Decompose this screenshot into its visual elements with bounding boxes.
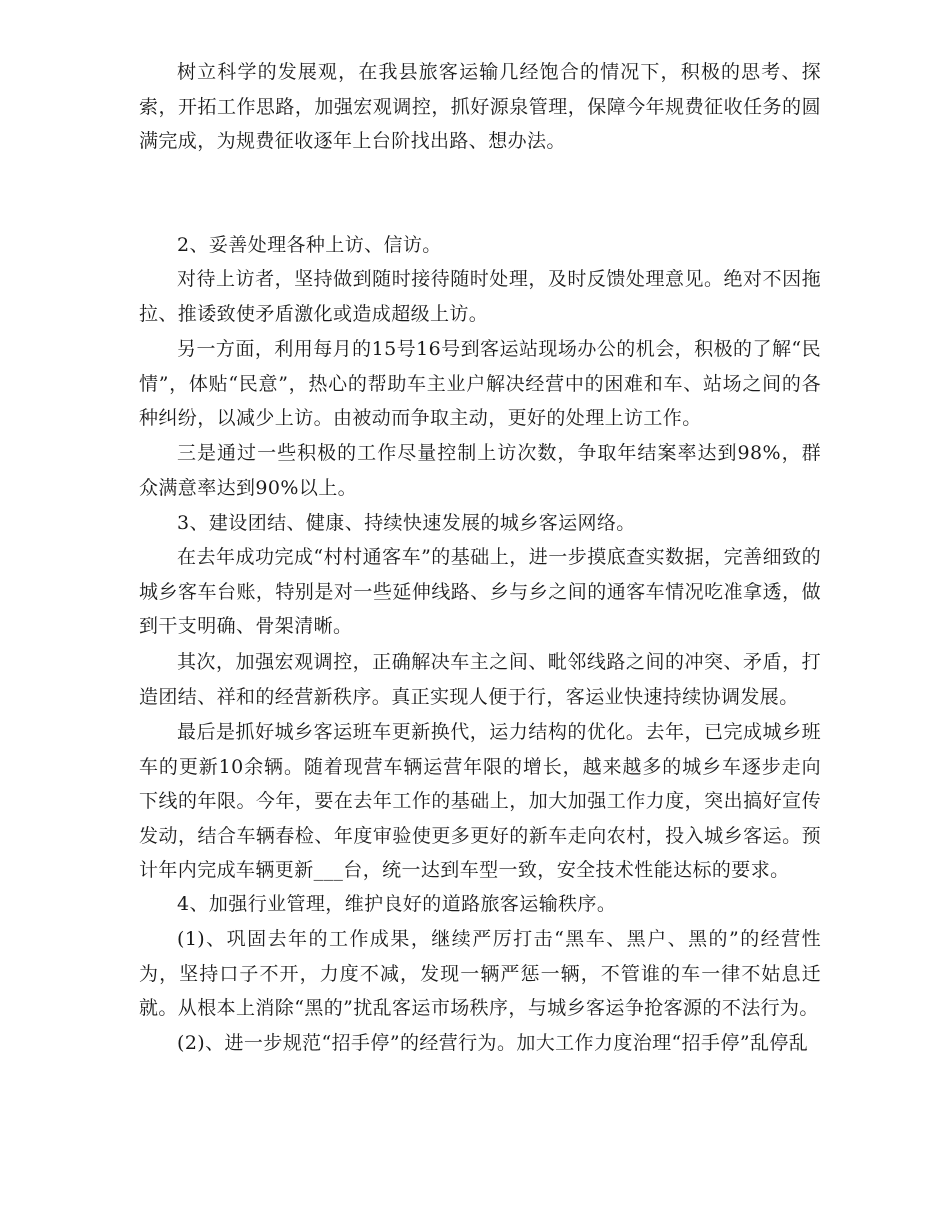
paragraph-village-bus: 在去年成功完成“村村通客车”的基础上，进一步摸底查实数据，完善细致的城乡客车台账，特别是对一些延伸线路、乡与乡之间的通客车情况吃准拿透，做到干支明确、骨架清晰。 [139,546,821,637]
heading-industry-management: 4、加强行业管理，维护良好的道路旅客运输秩序。 [177,893,617,915]
heading-petitions: 2、妥善处理各种上访、信访。 [177,234,442,256]
paragraph-hail-stop: (2)、进一步规范“招手停”的经营行为。加大工作力度治理“招手停”乱停乱 [177,1032,809,1054]
paragraph-fleet-renewal: 最后是抓好城乡客运班车更新换代，运力结构的优化。去年，已完成城乡班车的更新10余辆。随着现营车辆运营年限的增长，越来越多的城乡车逐步走向下线的年限。今年，要在去年工作的基础上，加大加强工作力度，突出搞好宣传发动，结合车辆春检、年度审验使更多更好的新车走向农村，投入城乡客运。预计年内完成车辆更新___台，统一达到车型一致，安全技术性能达标的要求。 [139,721,821,881]
paragraph-macro-control: 其次，加强宏观调控，正确解决车主之间、毗邻线路之间的冲突、矛盾，打造团结、祥和的经营新秩序。真正实现人便于行，客运业快速持续协调发展。 [139,651,821,708]
paragraph-illegal-taxis: (1)、巩固去年的工作成果，继续严厉打击“黑车、黑户、黑的”的经营性为，坚持口子不开，力度不减，发现一辆严惩一辆，不管谁的车一律不姑息迁就。从根本上消除“黑的”扰乱客运市场秩序，与城乡客运争抢客源的不法行为。 [139,928,821,1019]
paragraph-case-closure-rate: 三是通过一些积极的工作尽量控制上访次数，争取年结案率达到98%，群众满意率达到90%以上。 [139,442,821,499]
paragraph-onsite-office: 另一方面，利用每月的15号16号到客运站现场办公的机会，积极的了解“民情”，体贴“民意”，热心的帮助车主业户解决经营中的困难和车、站场之间的各种纠纷，以减少上访。由被动而争取主动，更好的处理上访工作。 [139,338,821,429]
heading-passenger-network: 3、建设团结、健康、持续快速发展的城乡客运网络。 [177,512,636,534]
paragraph-petition-handling: 对待上访者，坚持做到随时接待随时处理，及时反馈处理意见。绝对不因拖拉、推诿致使矛盾激化或造成超级上访。 [139,268,821,325]
document-page [139,0,821,1230]
paragraph-development-outlook: 树立科学的发展观，在我县旅客运输几经饱合的情况下，积极的思考、探索，开拓工作思路，加强宏观调控，抓好源泉管理，保障今年规费征收任务的圆满完成，为规费征收逐年上台阶找出路、想办法。 [139,61,821,152]
